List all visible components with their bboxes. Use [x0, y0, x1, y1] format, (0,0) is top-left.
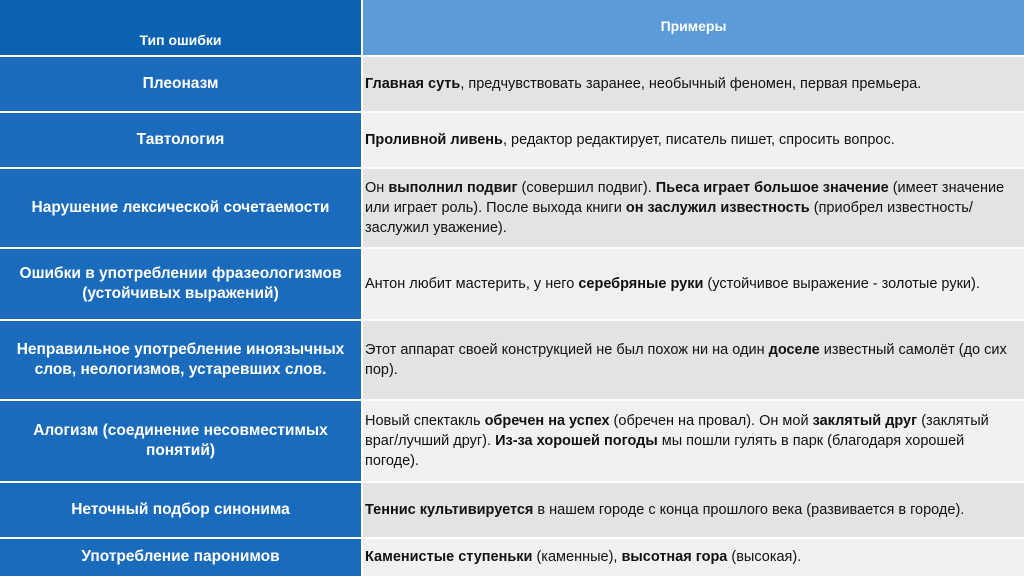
row-example-cell — [363, 320, 1024, 400]
row-example-text — [365, 500, 1020, 520]
row-example-cell — [363, 538, 1024, 576]
example-text-run: Антон любит мастерить, у него — [365, 276, 579, 292]
row-type-cell — [0, 538, 361, 576]
example-bold-phrase: доселе — [768, 342, 820, 358]
row-example-text — [365, 547, 1020, 567]
row-type-label: Употребление паронимов — [81, 548, 280, 565]
row-divider — [0, 481, 1024, 483]
row-divider — [0, 111, 1024, 113]
header-examples-cell — [363, 0, 1024, 56]
row-type-label: Неточный подбор синонима — [71, 501, 290, 518]
example-text-run: в нашем городе с конца прошлого века (развивается в городе). — [533, 502, 965, 518]
example-bold-phrase: Проливной ливень — [365, 132, 503, 148]
example-text-run: Новый спектакль — [365, 413, 485, 429]
example-bold-phrase: заклятый друг — [812, 413, 918, 429]
example-text-run: (каменные), — [532, 549, 622, 565]
example-bold-phrase: Пьеса играет большое значение — [655, 180, 889, 196]
example-bold-phrase: Теннис культивируется — [365, 502, 534, 518]
row-type-label: Плеоназм — [142, 75, 219, 92]
row-example-cell — [363, 400, 1024, 482]
example-bold-phrase: высотная гора — [621, 549, 728, 565]
row-type-cell — [0, 168, 361, 248]
header-examples-label: Примеры — [660, 18, 727, 34]
row-example-cell — [363, 248, 1024, 320]
row-divider — [0, 247, 1024, 249]
row-example-text — [365, 178, 1020, 238]
row-divider — [0, 319, 1024, 321]
example-text-run: , предчувствовать заранее, необычный феномен, первая премьера. — [460, 76, 922, 92]
row-type-label: Тавтология — [136, 131, 225, 148]
example-bold-phrase: обречен на успех — [484, 413, 610, 429]
example-text-run: (совершил подвиг). — [517, 180, 656, 196]
row-example-text — [365, 340, 1020, 380]
header-type-label: Тип ошибки — [139, 32, 222, 48]
row-type-label: Алогизм (соединение несовместимых понятий) — [33, 422, 328, 459]
example-bold-phrase: выполнил подвиг — [388, 180, 518, 196]
row-type-label: Неправильное употребление иноязычных слов, неологизмов, устаревших слов. — [16, 341, 345, 378]
example-text-run: известный самолёт (до сих пор). — [365, 342, 1007, 378]
row-type-label: Нарушение лексической сочетаемости — [31, 199, 330, 216]
header-type-cell — [0, 0, 361, 56]
row-type-label: Ошибки в употреблении фразеологизмов (устойчивых выражений) — [19, 265, 342, 302]
example-text-run: (имеет значение или играет роль). После выхода книги — [365, 180, 1005, 216]
example-bold-phrase: он заслужил известность — [625, 200, 810, 216]
example-text-run: Он — [365, 180, 389, 196]
row-type-cell — [0, 112, 361, 168]
row-type-cell — [0, 482, 361, 538]
example-text-run: (обречен на провал). Он мой — [609, 413, 813, 429]
column-divider — [361, 0, 363, 576]
example-text-run: (заклятый враг/лучший друг). — [365, 413, 989, 449]
example-text-run: (приобрел известность/заслужил уважение). — [365, 200, 973, 236]
example-text-run: мы пошли гулять в парк (благодаря хорошей погоде). — [365, 433, 965, 469]
example-bold-phrase: Главная суть — [365, 76, 461, 92]
row-type-cell — [0, 248, 361, 320]
example-bold-phrase: Каменистые ступеньки — [365, 549, 533, 565]
example-text-run: (устойчивое выражение - золотые руки). — [703, 276, 980, 292]
example-text-run: (высокая). — [727, 549, 802, 565]
example-text-run: Этот аппарат своей конструкцией не был похож ни на один — [365, 342, 769, 358]
example-text-run: , редактор редактирует, писатель пишет, спросить вопрос. — [502, 132, 895, 148]
row-example-cell — [363, 482, 1024, 538]
row-example-cell — [363, 56, 1024, 112]
row-example-cell — [363, 168, 1024, 248]
row-example-text — [365, 274, 1020, 294]
row-example-text — [365, 411, 1020, 471]
row-type-cell — [0, 400, 361, 482]
example-bold-phrase: Из-за хорошей погоды — [495, 433, 658, 449]
row-example-cell — [363, 112, 1024, 168]
row-type-cell — [0, 320, 361, 400]
row-type-cell — [0, 56, 361, 112]
row-divider — [0, 399, 1024, 401]
row-divider — [0, 537, 1024, 539]
row-example-text — [365, 130, 1020, 150]
row-divider — [0, 167, 1024, 169]
row-example-text — [365, 74, 1020, 94]
row-divider — [0, 55, 1024, 57]
example-bold-phrase: серебряные руки — [578, 276, 704, 292]
